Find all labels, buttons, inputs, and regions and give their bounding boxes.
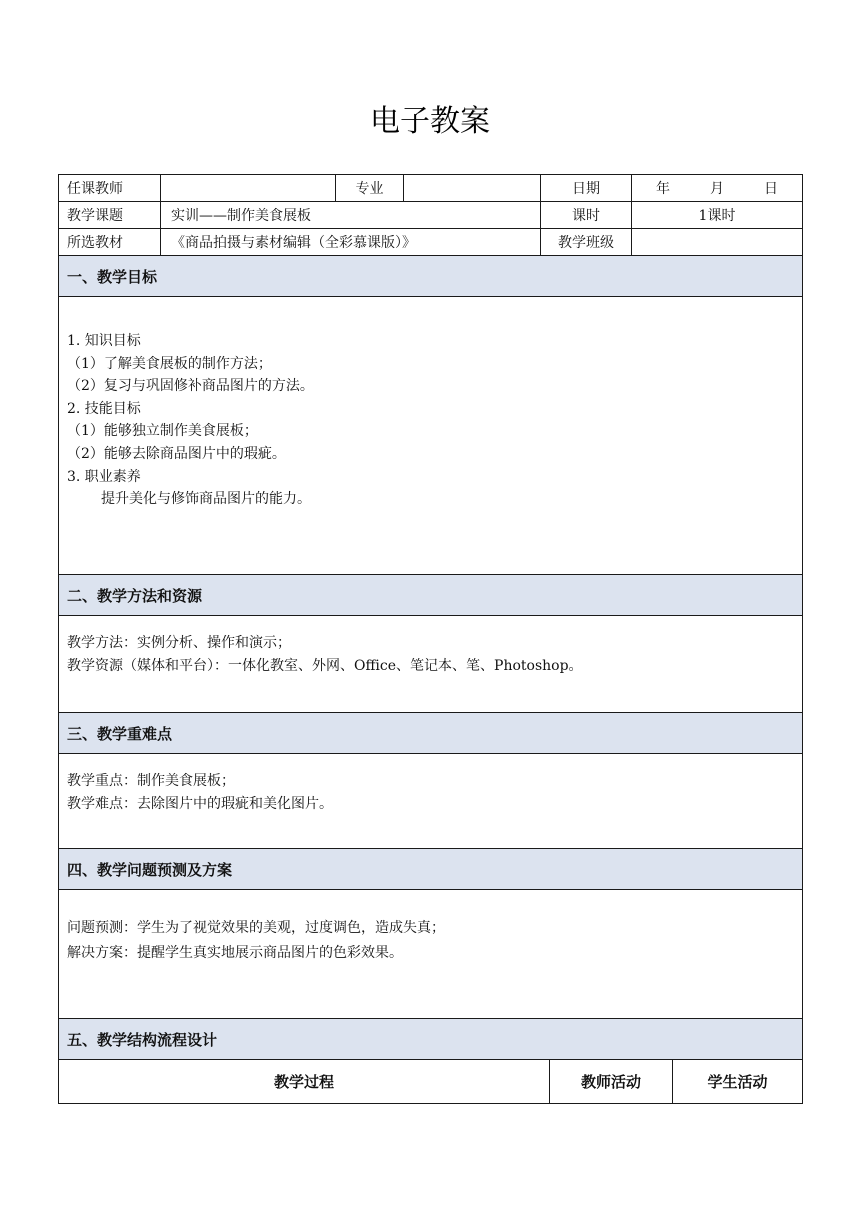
info-row-1	[59, 175, 803, 202]
section-2-content	[59, 616, 803, 713]
section-2-heading: 二、教学方法和资源	[59, 575, 803, 616]
teacher-label: 任课教师	[59, 175, 161, 202]
objective-line: （2）能够去除商品图片中的瑕疵。	[67, 445, 286, 462]
info-row-2	[59, 202, 803, 229]
flow-col-process: 教学过程	[59, 1060, 550, 1104]
flow-header-row	[59, 1060, 803, 1104]
section-3-heading: 三、教学重难点	[59, 713, 803, 754]
hours-label: 课时	[541, 202, 632, 229]
problem-line: 问题预测：学生为了视觉效果的美观，过度调色，造成失真；	[67, 920, 445, 936]
date-label: 日期	[541, 175, 632, 202]
resource-line: 教学资源（媒体和平台）：一体化教室、外网、Office、笔记本、笔、Photoshop。	[67, 657, 583, 674]
section-4-content	[59, 890, 803, 1019]
section-5-heading: 五、教学结构流程设计	[59, 1019, 803, 1060]
section-1-content	[59, 297, 803, 575]
section-3-content	[59, 754, 803, 849]
date-value[interactable]	[632, 175, 803, 202]
difficulty-line: 教学难点：去除图片中的瑕疵和美化图片。	[67, 795, 333, 812]
section-5-header	[59, 1019, 803, 1060]
date-year-label: 年	[656, 181, 670, 197]
objective-line: （1）能够独立制作美食展板；	[67, 423, 258, 440]
textbook-label: 所选教材	[59, 229, 161, 256]
section-1-header	[59, 256, 803, 297]
lesson-plan-table	[58, 174, 802, 1104]
class-label: 教学班级	[541, 229, 632, 256]
section-2-header	[59, 575, 803, 616]
date-day-label: 日	[764, 181, 778, 197]
topic-label: 教学课题	[59, 202, 161, 229]
objective-line: 2. 技能目标	[67, 400, 141, 417]
objective-line: （1）了解美食展板的制作方法；	[67, 355, 272, 372]
objective-line: 提升美化与修饰商品图片的能力。	[101, 491, 311, 508]
section-3-body[interactable]	[59, 754, 803, 849]
class-value[interactable]	[632, 229, 803, 256]
method-line: 教学方法：实例分析、操作和演示；	[67, 635, 291, 651]
solution-line: 解决方案：提醒学生真实地展示商品图片的色彩效果。	[67, 945, 403, 961]
teacher-value[interactable]	[161, 175, 336, 202]
section-4-body[interactable]	[59, 890, 803, 1019]
major-value[interactable]	[404, 175, 541, 202]
objective-line: 1. 知识目标	[67, 333, 141, 349]
objective-line: （2）复习与巩固修补商品图片的方法。	[67, 378, 314, 395]
section-4-header	[59, 849, 803, 890]
info-row-3	[59, 229, 803, 256]
topic-value[interactable]: 实训——制作美食展板	[161, 202, 541, 229]
textbook-value[interactable]: 《商品拍摄与素材编辑（全彩慕课版）》	[161, 229, 541, 256]
section-3-header	[59, 713, 803, 754]
major-label: 专业	[336, 175, 404, 202]
flow-table	[58, 1059, 803, 1104]
flow-col-teacher: 教师活动	[550, 1060, 673, 1104]
section-2-body[interactable]	[59, 616, 803, 713]
objective-line: 3. 职业素养	[67, 468, 141, 485]
section-1-body[interactable]	[59, 297, 803, 575]
section-4-heading: 四、教学问题预测及方案	[59, 849, 803, 890]
section-1-heading: 一、教学目标	[59, 256, 803, 297]
flow-col-student: 学生活动	[673, 1060, 803, 1104]
info-table	[58, 174, 803, 1060]
hours-value[interactable]: 1课时	[632, 202, 803, 229]
date-month-label: 月	[710, 181, 724, 197]
key-point-line: 教学重点：制作美食展板；	[67, 773, 235, 789]
page-title: 电子教案	[370, 104, 490, 139]
